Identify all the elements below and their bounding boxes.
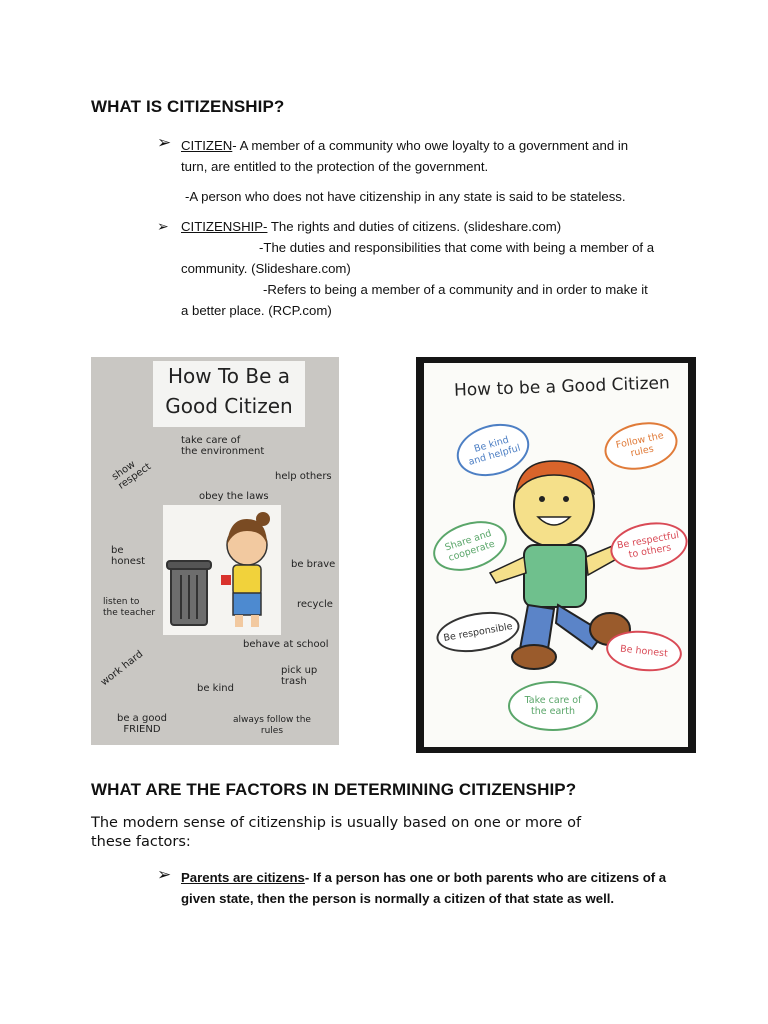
girl-with-trash-can-illustration [163, 505, 281, 635]
poster1-title: How To Be a Good Citizen [153, 361, 305, 427]
arrow-bullet-icon: ➢ [157, 218, 169, 234]
citizen-definition: ➢ CITIZEN- A member of a community who owe loyalty to a government and in turn, are entitled to the protection of the government. [157, 133, 629, 174]
citizenship-term: CITIZENSHIP- [181, 219, 268, 234]
heading-factors-determining-citizenship: WHAT ARE THE FACTORS IN DETERMINING CITIZENSHIP? [91, 780, 577, 799]
arrow-bullet-icon: ➢ [157, 133, 172, 152]
page-heading-what-is-citizenship: WHAT IS CITIZENSHIP? [91, 97, 285, 116]
factors-intro: The modern sense of citizenship is usually based on one or more of these factors: [91, 815, 582, 850]
bubble-be-honest: Be honest [604, 627, 684, 675]
bubble-take-care-of-earth: Take care of the earth [508, 681, 598, 731]
bubble-be-respectful: Be respectful to others [607, 517, 692, 576]
citizenship-definition: ➢ CITIZENSHIP- The rights and duties of citizens. (slideshare.com) -The duties and responsibilities that come with being a member of a community. (Slideshare.com) -Refers to being a member of a community and in order to make it a better place. (RCP.com) [157, 218, 655, 318]
arrow-bullet-icon: ➢ [157, 865, 172, 884]
stateless-note: -A person who does not have citizenship in any state is said to be stateless. [185, 189, 626, 204]
poster-how-to-be-a-good-citizen-1: How To Be a Good Citizen take care of the environment show respect help others obey the laws be honest be brave listen to the teacher recycle behave at school work hard pick up trash be kind be a good FRIEND always follow the rules [91, 357, 339, 745]
poster2-paper [424, 363, 688, 747]
factor-parents-are-citizens: ➢ Parents are citizens- If a person has one or both parents who are citizens of a given state, then the person is normally a citizen of that state as well. [157, 865, 667, 906]
parents-term: Parents are citizens [181, 870, 305, 885]
citizen-term: CITIZEN [181, 138, 233, 153]
poster2-title: How to be a Good Citizen [453, 373, 671, 401]
bubble-be-responsible: Be responsible [433, 606, 522, 658]
bubble-follow-rules: Follow the rules [600, 416, 682, 476]
poster-how-to-be-a-good-citizen-2 [416, 357, 696, 753]
bubble-be-kind: Be kind and helpful [451, 416, 536, 484]
bubble-share-cooperate: Share and cooperate [427, 512, 513, 579]
